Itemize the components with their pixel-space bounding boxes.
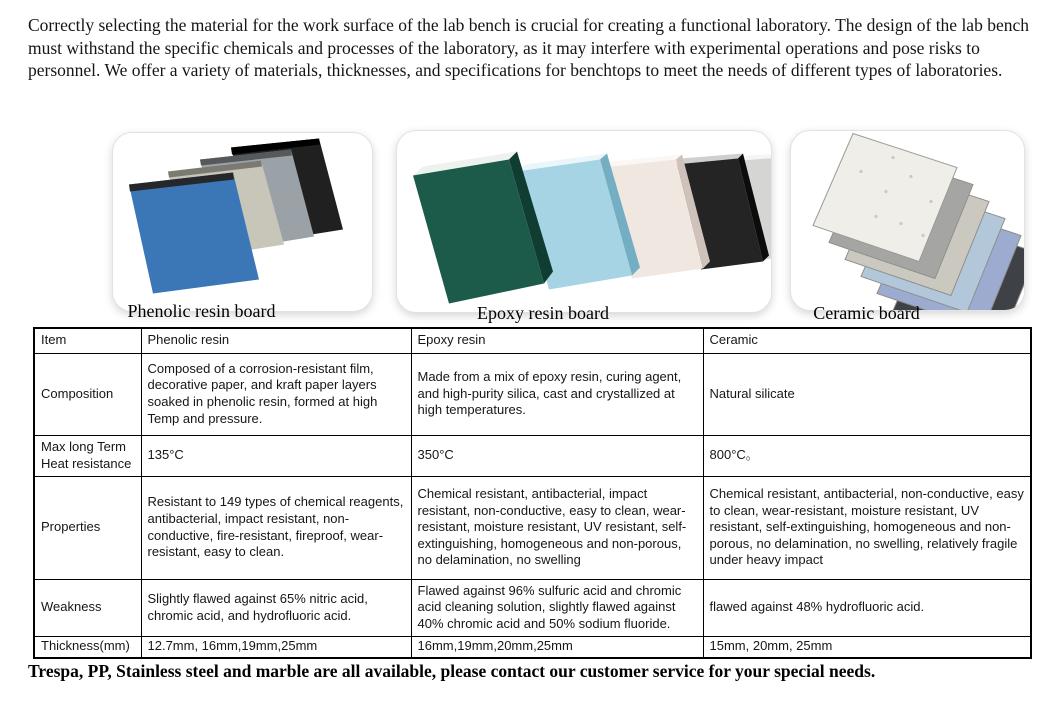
cell-heat-ceramic: 800°C。 [703, 435, 1031, 476]
table-row-heat-resistance [34, 435, 1031, 476]
product-card-epoxy [396, 130, 772, 313]
table-header-row [34, 328, 1031, 353]
caption-epoxy: Epoxy resin board [477, 303, 609, 323]
cell-composition-phenolic: Composed of a corrosion-resistant film, decorative paper, and kraft paper layers soaked in phenolic resin, formed at high Temp and pressure. [141, 353, 411, 435]
material-comparison-table [33, 327, 1032, 659]
table-row-thickness [34, 636, 1031, 658]
cell-thickness-phenolic: 12.7mm, 16mm,19mm,25mm [141, 636, 411, 658]
table-row-composition [34, 353, 1031, 435]
cell-composition-epoxy: Made from a mix of epoxy resin, curing agent, and high-purity silica, cast and crystallized at high temperatures. [411, 353, 703, 435]
intro-paragraph: Correctly selecting the material for the work surface of the lab bench is crucial for creating a functional laboratory. The design of the lab bench must withstand the specific chemicals and processes of the laboratory, as it may interfere with experimental operations and pose risks to personnel. We offer a variety of materials, thicknesses, and specifications for benchtops to meet the needs of different types of laboratories. [28, 15, 1029, 80]
header-phenolic: Phenolic resin [141, 328, 411, 353]
product-card-ceramic [790, 130, 1025, 311]
phenolic-board-image [113, 133, 372, 311]
row-label: Weakness [34, 579, 141, 636]
table-row-weakness [34, 579, 1031, 636]
cell-properties-epoxy: Chemical resistant, antibacterial, impact resistant, non-conductive, easy to clean, wear-resistant, moisture resistant, UV resistant, self-extinguishing, homogeneous and non-porous, no delamination, no swelling [411, 476, 703, 579]
cell-weakness-ceramic: flawed against 48% hydrofluoric acid. [703, 579, 1031, 636]
caption-phenolic: Phenolic resin board [127, 301, 276, 321]
cell-composition-ceramic: Natural silicate [703, 353, 1031, 435]
cell-thickness-ceramic: 15mm, 20mm, 25mm [703, 636, 1031, 658]
cell-weakness-phenolic: Slightly flawed against 65% nitric acid, chromic acid, and hydrofluoric acid. [141, 579, 411, 636]
header-ceramic: Ceramic [703, 328, 1031, 353]
footer-note: Trespa, PP, Stainless steel and marble are all available, please contact our customer service for your special needs. [28, 661, 876, 681]
cell-properties-ceramic: Chemical resistant, antibacterial, non-conductive, easy to clean, wear-resistant, moisture resistant, UV resistant, self-extinguishing, homogeneous and non-porous, no delamination, no swelling, relatively fragile under heavy impact [703, 476, 1031, 579]
row-label: Composition [34, 353, 141, 435]
cell-properties-phenolic: Resistant to 149 types of chemical reagents, antibacterial, impact resistant, non-conductive, fire-resistant, fireproof, wear-resistant, easy to clean. [141, 476, 411, 579]
header-item: Item [34, 328, 141, 353]
row-label: Thickness(mm) [34, 636, 141, 658]
ceramic-board-image [791, 131, 1024, 310]
header-epoxy: Epoxy resin [411, 328, 703, 353]
row-label: Max long Term Heat resistance [34, 435, 141, 476]
cell-thickness-epoxy: 16mm,19mm,20mm,25mm [411, 636, 703, 658]
epoxy-board-image [397, 131, 771, 312]
row-label: Properties [34, 476, 141, 579]
table-row-properties [34, 476, 1031, 579]
cell-heat-epoxy: 350°C [411, 435, 703, 476]
cell-weakness-epoxy: Flawed against 96% sulfuric acid and chromic acid cleaning solution, slightly flawed against 40% chromic acid and 50% sodium fluoride. [411, 579, 703, 636]
caption-ceramic: Ceramic board [813, 303, 920, 323]
product-card-phenolic [112, 132, 373, 312]
cell-heat-phenolic: 135°C [141, 435, 411, 476]
